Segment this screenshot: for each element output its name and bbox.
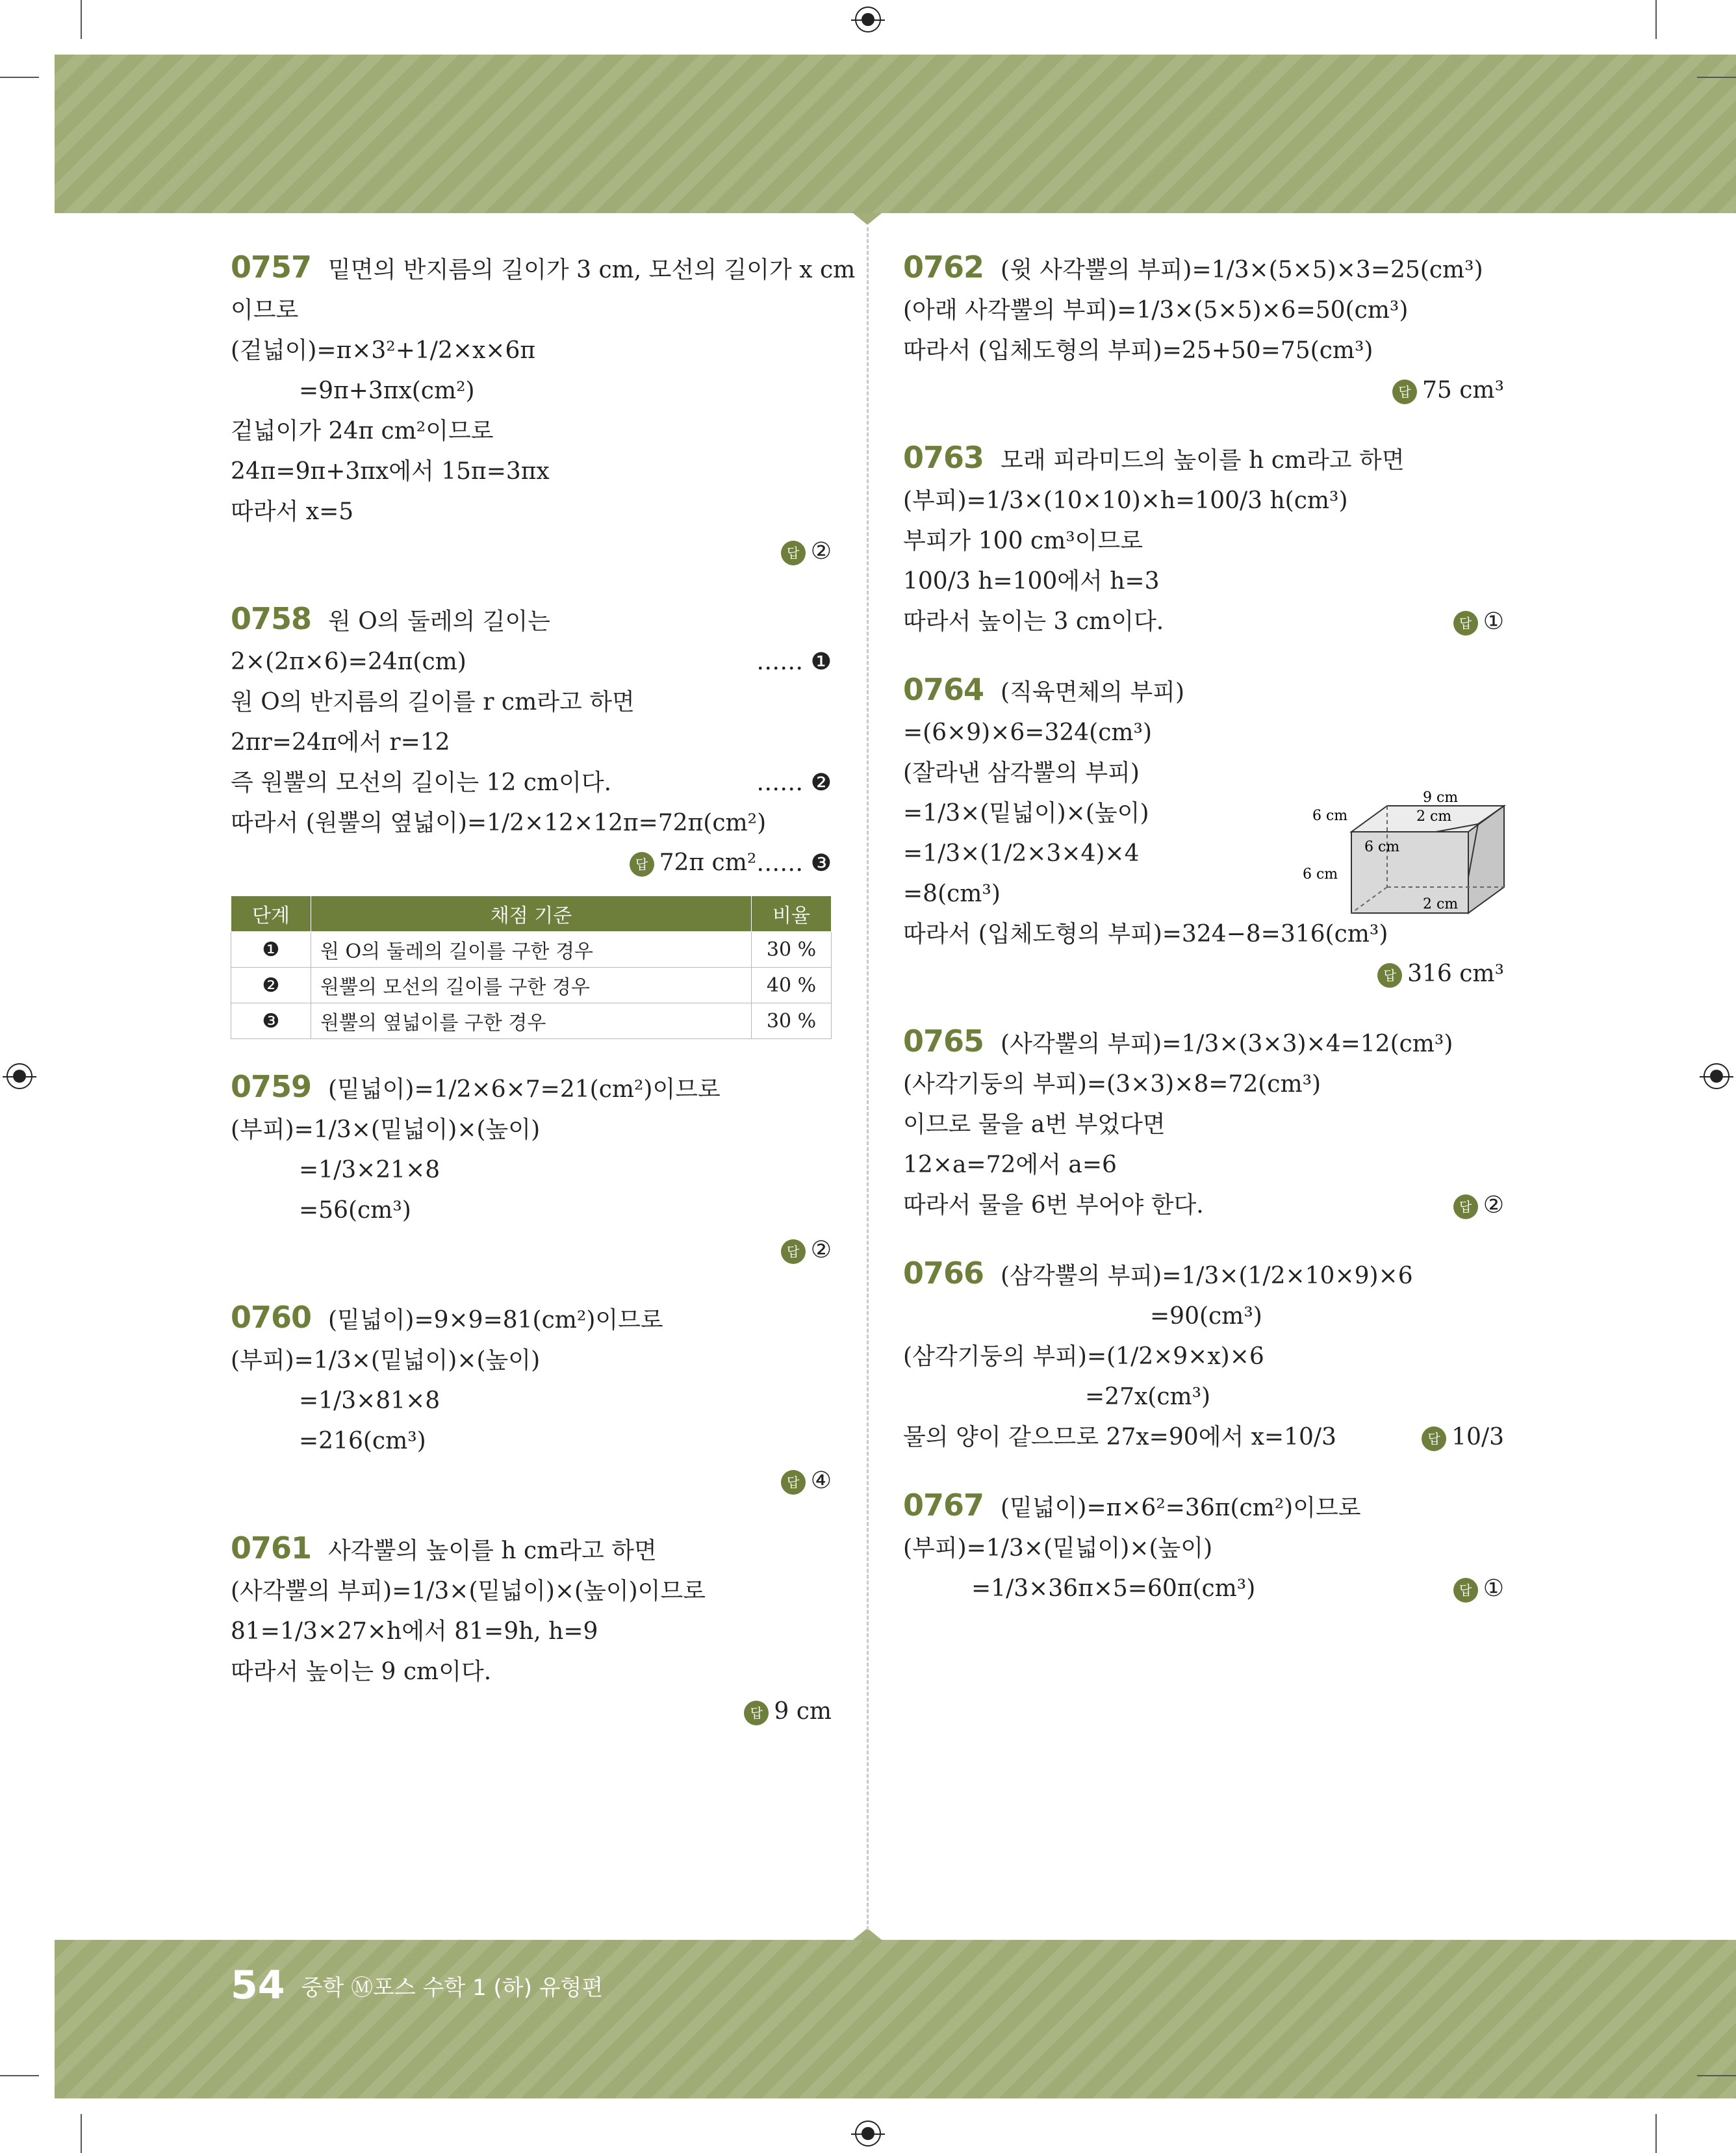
solution-line: 100/3 h=100에서 h=3 [903,568,1160,595]
answer-value: 9 cm [774,1698,832,1725]
problem-0757 [231,247,856,571]
solution-line: 원 O의 둘레의 길이는 [328,608,551,635]
registration-mark-icon [855,6,881,32]
page-footer [231,1963,603,2008]
solution-line: =1/3×(1/2×3×4)×4 [903,840,1140,867]
step-marker: …… ❶ [756,649,832,675]
solution-line: (아래 사각뿔의 부피)=1/3×(5×5)×6=50(cm³) [903,297,1409,324]
solution-line: =56(cm³) [299,1197,411,1224]
answer-badge: 답 [1453,1194,1478,1219]
rubric-ratio: 40 % [752,968,832,1003]
problem-0765 [903,1021,1504,1226]
solution-line: 따라서 높이는 9 cm이다. [231,1658,492,1685]
answer [903,955,1504,994]
problem-number: 0759 [231,1069,312,1104]
solution-line: 밑면의 반지름의 길이가 3 cm, 모선의 길이가 x cm [328,257,856,283]
solution-line: =216(cm³) [299,1428,426,1454]
grading-rubric-table [231,896,832,1039]
problem-number: 0764 [903,672,984,707]
problem-0763 [903,437,1504,642]
answer [1453,1185,1504,1226]
problem-number: 0767 [903,1488,984,1523]
answer-badge: 답 [630,852,654,877]
rubric-step: ❶ [231,932,311,968]
solution-line: (삼각기둥의 부피)=(1/2×9×x)×6 [903,1343,1264,1370]
figure-label: 6 cm [1303,866,1338,883]
crop-mark [1655,2114,1657,2153]
solution-line: =27x(cm³) [1085,1384,1211,1410]
column-divider [867,227,869,1930]
solution-line: =8(cm³) [903,881,1001,907]
rubric-header: 채점 기준 [311,896,752,932]
solution-line: 따라서 물을 6번 부어야 한다. [903,1192,1204,1218]
answer [1453,602,1504,642]
header-notch [853,213,882,225]
solution-line: (사각기둥의 부피)=(3×3)×8=72(cm³) [903,1071,1321,1098]
answer [231,1462,832,1501]
solution-line: 원 O의 반지름의 길이를 r cm라고 하면 [231,689,635,716]
solution-line: 24π=9π+3πx에서 15π=3πx [231,458,550,485]
solution-line: (사각뿔의 부피)=1/3×(3×3)×4=12(cm³) [1001,1031,1453,1057]
solution-line: (부피)=1/3×(10×10)×h=100/3 h(cm³) [903,487,1348,514]
solution-line: 12×a=72에서 a=6 [903,1152,1117,1178]
problem-number: 0757 [231,250,312,285]
answer-badge: 답 [781,541,806,565]
rubric-ratio: 30 % [752,932,832,968]
page-number: 54 [231,1963,285,2008]
solution-line: 이므로 물을 a번 부었다면 [903,1111,1166,1138]
solution-line: (삼각뿔의 부피)=1/3×(1/2×10×9)×6 [1001,1263,1413,1289]
rubric-criterion: 원 O의 둘레의 길이를 구한 경우 [311,932,752,968]
problem-number: 0762 [903,250,984,285]
answer-value: 75 cm³ [1422,377,1504,404]
book-title: 중학 Ⓜ포스 수학 1 (하) 유형편 [301,1974,604,2001]
solution-line: 2×(2π×6)=24π(cm) [231,649,466,675]
solution-line: 2πr=24π에서 r=12 [231,729,450,756]
problem-number: 0766 [903,1256,984,1291]
answer [903,371,1504,410]
solution-line: 즉 원뿔의 모선의 길이는 12 cm이다. [231,769,612,796]
cuboid-figure [1303,786,1517,929]
solution-line: 사각뿔의 높이를 h cm라고 하면 [328,1538,657,1564]
solution-line: 81=1/3×27×h에서 81=9h, h=9 [231,1618,598,1645]
crop-mark [81,0,82,39]
solution-line: (직육면체의 부피) [1001,679,1184,706]
crop-mark [0,2075,39,2076]
registration-mark-icon [6,1063,32,1089]
answer-value: ④ [810,1467,832,1494]
answer-value: ① [1483,1575,1504,1602]
solution-line: 겉넓이가 24π cm²이므로 [231,418,494,445]
solution-line: =1/3×36π×5=60π(cm³) [971,1575,1256,1602]
step-marker: …… ❷ [756,769,832,796]
answer-badge: 답 [1392,380,1417,404]
figure-label: 6 cm [1312,808,1348,824]
table-row [231,1003,832,1039]
solution-line: (부피)=1/3×(밑넓이)×(높이) [231,1347,541,1374]
rubric-criterion: 원뿔의 모선의 길이를 구한 경우 [311,968,752,1003]
header-band [55,55,1736,213]
rubric-header: 비율 [752,896,832,932]
problem-0758 [231,599,832,1039]
solution-line: 모래 피라미드의 높이를 h cm라고 하면 [1001,447,1405,474]
solution-line: =1/3×(밑넓이)×(높이) [903,800,1149,827]
answer-badge: 답 [1453,611,1478,636]
answer-badge: 답 [1453,1578,1478,1603]
answer-badge: 답 [781,1470,806,1495]
answer-badge: 답 [744,1701,769,1725]
answer [1453,1569,1504,1609]
crop-mark [0,77,39,78]
solution-line: 따라서 (입체도형의 부피)=324−8=316(cm³) [903,921,1388,948]
table-row [231,932,832,968]
step-marker: …… ❸ [756,850,832,877]
problem-0767 [903,1485,1504,1609]
answer-value: ① [1483,608,1504,635]
answer-value: ② [810,538,832,565]
figure-label: 6 cm [1364,839,1400,855]
problem-0761 [231,1528,832,1731]
rubric-header: 단계 [231,896,311,932]
crop-mark [81,2114,82,2153]
answer [1422,1417,1504,1458]
problem-0759 [231,1066,832,1270]
answer [231,1231,832,1270]
problem-0760 [231,1297,832,1501]
solution-line: =1/3×21×8 [299,1157,440,1183]
solution-line: 따라서 (원뿔의 옆넓이)=1/2×12×12π=72π(cm²) [231,810,767,836]
answer-value: ② [1483,1192,1504,1218]
solution-line: (겉넓이)=π×3²+1/2×x×6π [231,337,536,364]
table-row [231,968,832,1003]
right-column [903,247,1504,1636]
problem-0762 [903,247,1504,410]
figure-label: 2 cm [1416,808,1452,825]
figure-label: 2 cm [1423,896,1459,912]
problem-number: 0763 [903,440,984,475]
answer-badge: 답 [781,1239,806,1264]
solution-line: (사각뿔의 부피)=1/3×(밑넓이)×(높이)이므로 [231,1578,706,1605]
solution-line: 물의 양이 같으므로 27x=90에서 x=10/3 [903,1424,1336,1450]
rubric-ratio: 30 % [752,1003,832,1039]
answer [231,844,832,883]
problem-number: 0760 [231,1300,312,1335]
rubric-step: ❷ [231,968,311,1003]
solution-line: =9π+3πx(cm²) [299,378,475,404]
solution-line: (잘라낸 삼각뿔의 부피) [903,760,1140,786]
answer-badge: 답 [1377,963,1402,988]
solution-line: 이므로 [231,297,299,324]
solution-line: 부피가 100 cm³이므로 [903,528,1143,554]
answer-value: 10/3 [1451,1424,1504,1450]
rubric-step: ❸ [231,1003,311,1039]
problem-0766 [903,1253,1504,1458]
answer-value: 316 cm³ [1407,960,1504,987]
figure-label: 9 cm [1423,790,1459,806]
solution-line: 따라서 높이는 3 cm이다. [903,608,1164,635]
solution-line: (부피)=1/3×(밑넓이)×(높이) [231,1116,541,1143]
problem-number: 0761 [231,1530,312,1566]
solution-line: (밑넓이)=9×9=81(cm²)이므로 [328,1307,663,1334]
solution-line: (밑넓이)=1/2×6×7=21(cm²)이므로 [328,1076,721,1103]
problem-number: 0758 [231,601,312,636]
solution-line: (밑넓이)=π×6²=36π(cm²)이므로 [1001,1495,1361,1521]
solution-line: =1/3×81×8 [299,1387,440,1414]
crop-mark [1697,2075,1736,2076]
answer [231,532,832,571]
left-column [231,247,856,1759]
registration-mark-icon [1704,1063,1730,1089]
crop-mark [1697,77,1736,78]
registration-mark-icon [855,2121,881,2147]
solution-line: (부피)=1/3×(밑넓이)×(높이) [903,1535,1213,1562]
solution-line: (윗 사각뿔의 부피)=1/3×(5×5)×3=25(cm³) [1001,257,1483,283]
solution-line: 따라서 (입체도형의 부피)=25+50=75(cm³) [903,337,1373,364]
solution-line: 따라서 x=5 [231,498,354,525]
answer-value: ② [810,1237,832,1263]
rubric-criterion: 원뿔의 옆넓이를 구한 경우 [311,1003,752,1039]
solution-line: =90(cm³) [1150,1303,1262,1330]
answer-value: 72π cm² [659,849,757,876]
answer-badge: 답 [1422,1426,1446,1451]
crop-mark [1655,0,1657,39]
problem-number: 0765 [903,1024,984,1059]
solution-line: =(6×9)×6=324(cm³) [903,719,1152,746]
answer [231,1692,832,1731]
